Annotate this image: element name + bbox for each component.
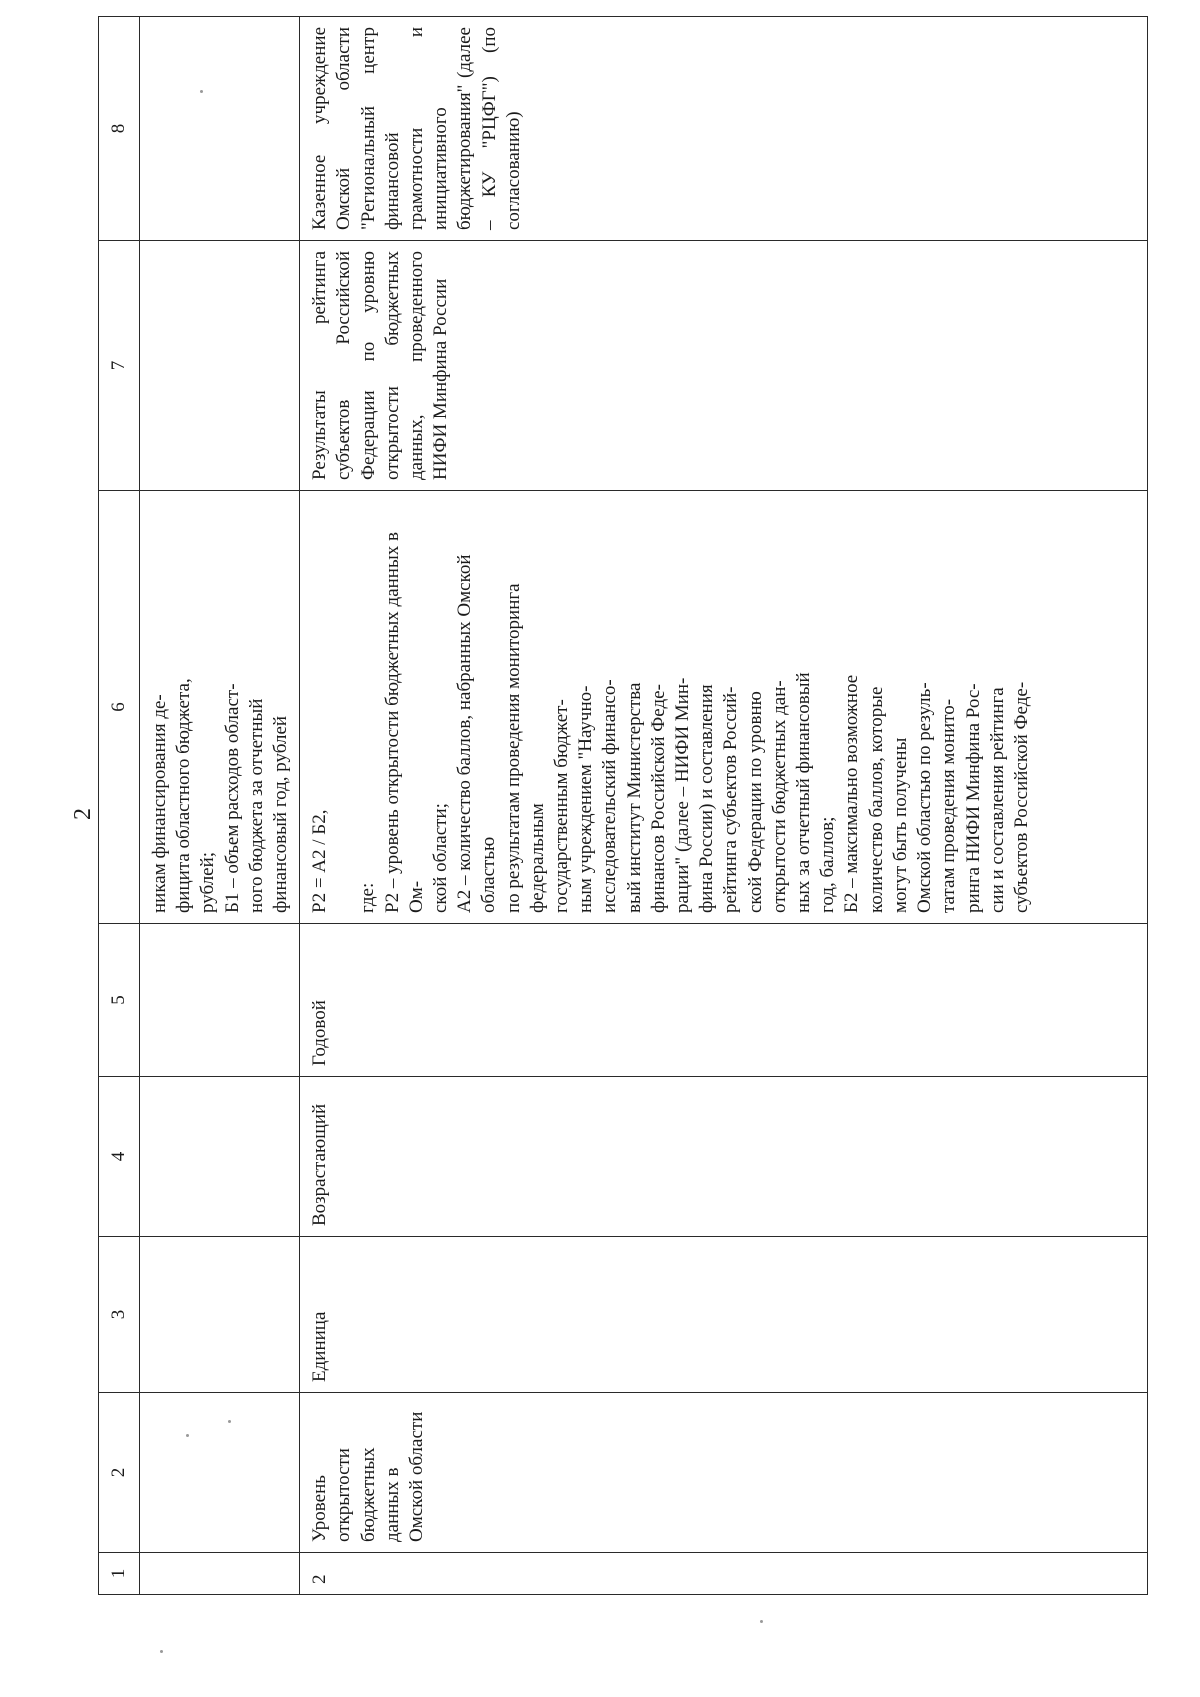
data-source: Результаты рейтинга субъектов Российской Федерации по уровню открытости бюджетных данных, проведенного НИФИ Минфина России [300, 241, 1148, 491]
indicator-row-2 [300, 17, 1148, 1595]
method-line: сии и составления рейтинга [986, 687, 1008, 913]
method-line: ской Федерации по уровню [744, 691, 766, 913]
cont-line: фицита областного бюджета, [173, 678, 195, 913]
scan-speck [186, 1434, 189, 1437]
method-line: ным учреждением "Научно- [575, 685, 597, 913]
indicators-table [98, 16, 1148, 1595]
rotated-table-wrapper [98, 17, 1148, 1595]
method-line: татам проведения монито- [938, 698, 960, 913]
continuation-row [140, 17, 300, 1595]
method-line: по результатам проведения мониторинга федеральным [502, 583, 548, 913]
cont-cell-2 [140, 1393, 300, 1553]
method-line: государственным бюджет- [551, 699, 573, 913]
unit-of-measure: Единица [300, 1237, 1148, 1393]
calculation-method [300, 491, 1148, 924]
method-line: финансов Российской Феде- [647, 684, 669, 913]
indicator-name: Уровень открытости бюджетных данных в Омской области [300, 1393, 1148, 1553]
scan-speck [760, 1620, 763, 1623]
cont-cell-8 [140, 17, 300, 241]
cont-cell-1 [140, 1553, 300, 1595]
formula: Р2 = А2 / Б2, [309, 809, 331, 913]
method-line: год, баллов; [817, 816, 839, 913]
cont-cell-6 [140, 491, 300, 924]
scan-speck [160, 1650, 163, 1653]
cont-cell-7 [140, 241, 300, 491]
page-number: 2 [70, 808, 96, 820]
method-line: открытости бюджетных дан- [768, 680, 790, 913]
cont-line: рублей; [197, 851, 219, 913]
spacer [332, 501, 356, 913]
cont-line: Б1 – объем расходов област- [221, 683, 243, 913]
method-line: рации" (далее – НИФИ Мин- [672, 677, 694, 913]
method-line: исследовательский финансо- [599, 679, 621, 913]
cont-cell-4 [140, 1077, 300, 1237]
scan-speck [200, 90, 203, 93]
header-col-5: 5 [99, 924, 140, 1077]
responsible-organization: Казенное учреждение Омской области "Региональный центр финансовой грамотности и инициативного бюджетирования" (далее – КУ "РЦФГ") (по согласованию) [300, 17, 1148, 241]
method-line: ринга НИФИ Минфина Рос- [962, 683, 984, 913]
where-label: где: [357, 882, 379, 913]
method-line: субъектов Российской Феде- [1010, 681, 1032, 913]
header-col-7: 7 [99, 241, 140, 491]
method-line: Омской областью по резуль- [914, 682, 936, 913]
method-line: количество баллов, которые [865, 686, 887, 913]
header-col-2: 2 [99, 1393, 140, 1553]
method-line: А2 – количество баллов, набранных Омской областью [454, 554, 500, 913]
header-row [99, 17, 140, 1595]
trend-direction: Возрастающий [300, 1077, 1148, 1237]
periodicity: Годовой [300, 924, 1148, 1077]
header-col-8: 8 [99, 17, 140, 241]
header-col-3: 3 [99, 1237, 140, 1393]
method-line: фина России) и составления [696, 684, 718, 913]
method-line: ных за отчетный финансовый [793, 672, 815, 913]
cont-line: финансовый год, рублей [270, 715, 292, 913]
cont-line: никам финансирования де- [149, 694, 170, 913]
header-col-1: 1 [99, 1553, 140, 1595]
method-line: ской области; [430, 803, 452, 913]
method-line: рейтинга субъектов Россий- [720, 686, 742, 913]
method-line: вый институт Министерства [623, 682, 645, 913]
cont-line: ного бюджета за отчетный [245, 698, 267, 913]
header-col-6: 6 [99, 491, 140, 924]
cont-cell-5 [140, 924, 300, 1077]
method-line: могут быть получены [889, 737, 911, 913]
scan-speck [228, 1420, 231, 1423]
row-number: 2 [300, 1553, 1148, 1595]
method-line: Р2 – уровень открытости бюджетных данных в Ом- [381, 532, 427, 913]
header-col-4: 4 [99, 1077, 140, 1237]
cont-cell-3 [140, 1237, 300, 1393]
method-line: Б2 – максимально возможное [841, 674, 863, 913]
